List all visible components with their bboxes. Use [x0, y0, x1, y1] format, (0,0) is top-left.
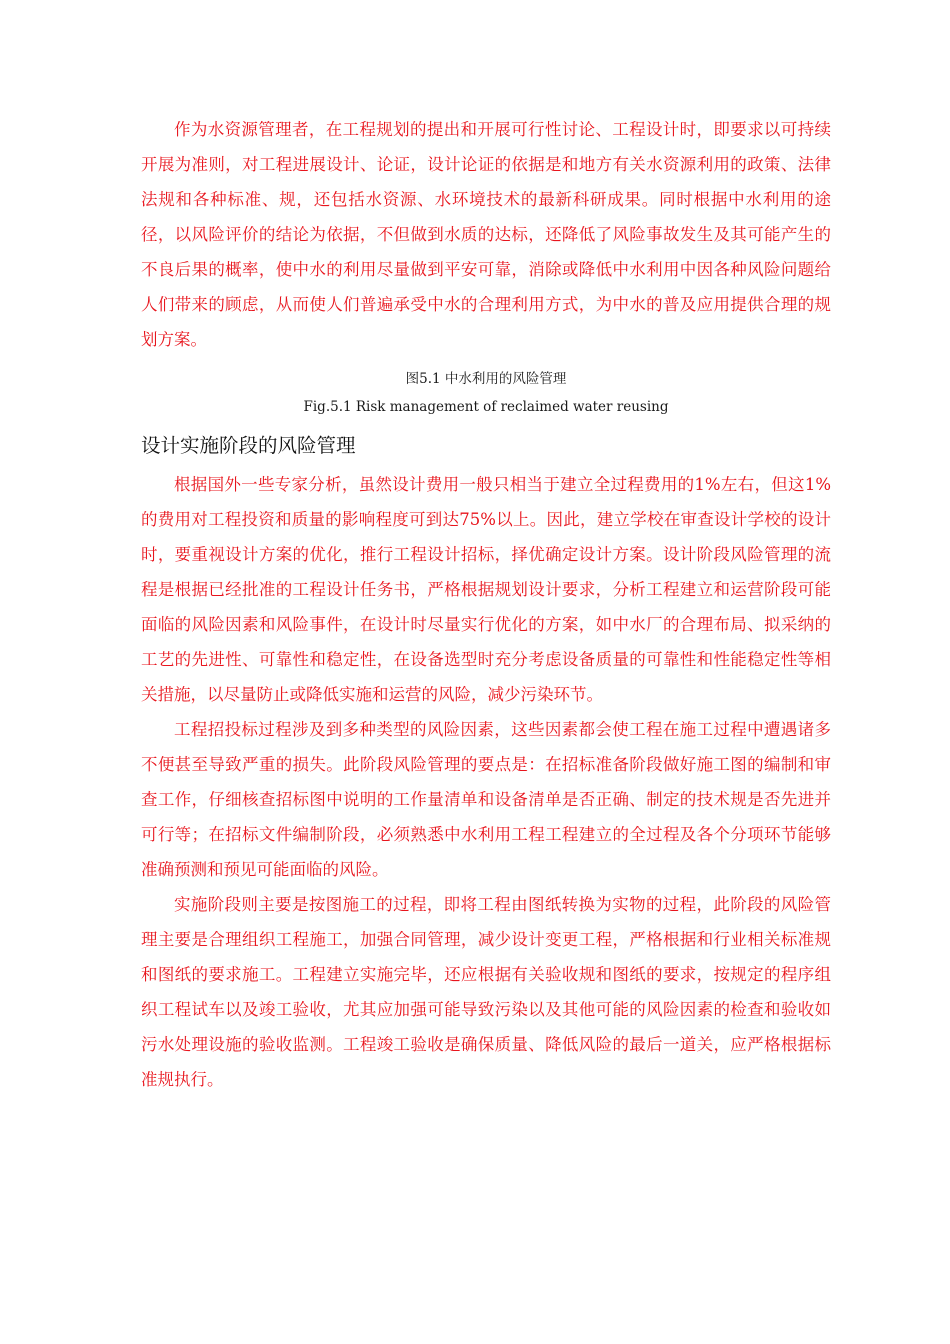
document-body [141, 112, 831, 1097]
figure-caption-chinese: 图5.1 中水利用的风险管理 [405, 371, 567, 387]
figure-caption-english: Fig.5.1 Risk management of reclaimed water reusing [303, 399, 669, 415]
paragraph-design-stage: 根据国外一些专家分析，虽然设计费用一般只相当于建立全过程费用的1%左右，但这1%的费用对工程投资和质量的影响程度可到达75%以上。因此，建立学校在审查设计学校的设计时，要重视设计方案的优化，推行工程设计招标，择优确定设计方案。设计阶段风险管理的流程是根据已经批准的工程设计任务书，严格根据规划设计要求，分析工程建立和运营阶段可能面临的风险因素和风险事件，在设计时尽量实行优化的方案，如中水厂的合理布局、拟采纳的工艺的先进性、可靠性和稳定性，在设备选型时充分考虑设备质量的可靠性和性能稳定性等相关措施，以尽量防止或降低实施和运营的风险，减少污染环节。 [141, 475, 831, 704]
paragraph-implementation-stage: 实施阶段则主要是按图施工的过程，即将工程由图纸转换为实物的过程，此阶段的风险管理主要是合理组织工程施工，加强合同管理，减少设计变更工程，严格根据和行业相关标准规和图纸的要求施工。工程建立实施完毕，还应根据有关验收规和图纸的要求，按规定的程序组织工程试车以及竣工验收，尤其应加强可能导致污染以及其他可能的风险因素的检查和验收如污水处理设施的验收监测。工程竣工验收是确保质量、降低风险的最后一道关，应严格根据标准规执行。 [141, 895, 831, 1089]
paragraph-water-resource-management: 作为水资源管理者，在工程规划的提出和开展可行性讨论、工程设计时，即要求以可持续开展为准则，对工程进展设计、论证，设计论证的依据是和地方有关水资源利用的政策、法律法规和各种标准、规，还包括水资源、水环境技术的最新科研成果。同时根据中水利用的途径，以风险评价的结论为依据，不但做到水质的达标，还降低了风险事故发生及其可能产生的不良后果的概率，使中水的利用尽量做到平安可靠，消除或降低中水利用中因各种风险问题给人们带来的顾虑，从而使人们普遍承受中水的合理利用方式，为中水的普及应用提供合理的规划方案。 [141, 120, 831, 349]
paragraph-bidding-stage: 工程招投标过程涉及到多种类型的风险因素，这些因素都会使工程在施工过程中遭遇诸多不便甚至导致严重的损失。此阶段风险管理的要点是：在招标准备阶段做好施工图的编制和审查工作，仔细核查招标图中说明的工作量清单和设备清单是否正确、制定的技术规是否先进并可行等；在招标文件编制阶段，必须熟悉中水利用工程工程建立的全过程及各个分项环节能够准确预测和预见可能面临的风险。 [141, 720, 831, 879]
section-heading: 设计实施阶段的风险管理 [141, 434, 356, 457]
